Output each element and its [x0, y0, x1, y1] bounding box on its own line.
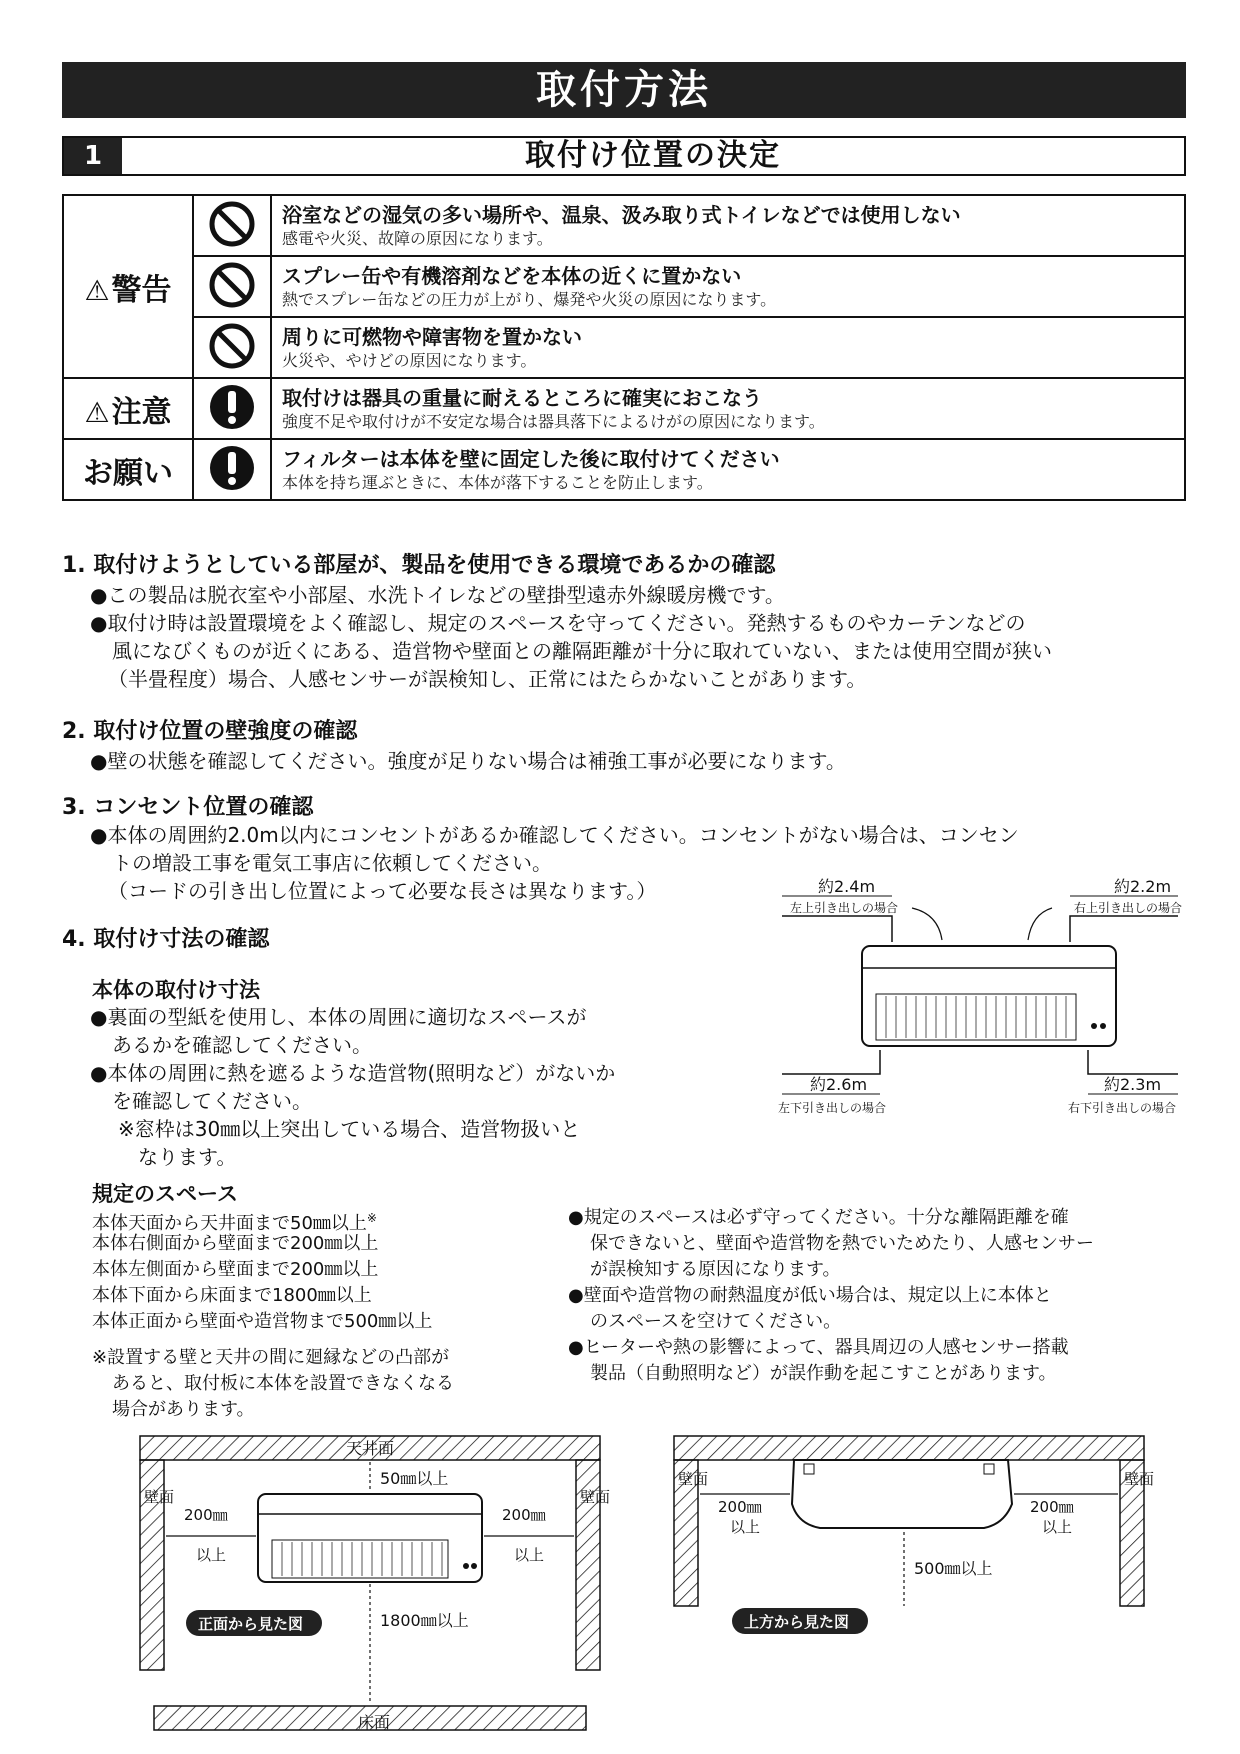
space-line-4: 本体下面から床面まで1800㎜以上	[92, 1285, 372, 1306]
section-title: 取付け位置の決定	[525, 138, 781, 173]
ceiling-label: 天井面	[346, 1439, 395, 1458]
safety-row	[63, 439, 1185, 500]
step-4-bullet-2-line-1: ●本体の周囲に熱を遮るような造営物(照明など）がないか	[90, 1061, 616, 1085]
cord-bottom-left-label: 左下引き出しの場合	[778, 1101, 887, 1115]
warning-triangle-icon: ⚠	[84, 273, 110, 307]
step-4-heading: 4. 取付け寸法の確認	[62, 927, 270, 952]
step-1-heading: 1. 取付けようとしている部屋が、製品を使用できる環境であるかの確認	[62, 553, 776, 578]
safety-row	[63, 195, 1185, 256]
step-4-bullet-1-line-2: あるかを確認してください。	[112, 1033, 372, 1057]
request-label: お願い	[63, 439, 193, 500]
left-gap-label-1: 200㎜	[184, 1506, 228, 1524]
safety-sub-text: 火災や、やけどの原因になります。	[282, 350, 537, 370]
cord-top-right-label: 右上引き出しの場合	[1074, 901, 1183, 915]
space-right-bullet-2-line-1: ●壁面や造営物の耐熱温度が低い場合は、規定以上に本体と	[568, 1285, 1052, 1306]
step-2-bullet-1: ●壁の状態を確認してください。強度が足りない場合は補強工事が必要になります。	[90, 749, 846, 773]
step-4-subheading: 本体の取付け寸法	[92, 978, 260, 1002]
right-gap-label-1: 200㎜	[1030, 1498, 1074, 1516]
safety-sub-text: 感電や火災、故障の原因になります。	[282, 228, 553, 248]
step-3-bullet-line-3: （コードの引き出し位置によって必要な長さは異なります。）	[108, 879, 657, 903]
safety-row	[63, 378, 1185, 439]
warning-label: ⚠警告	[63, 195, 193, 378]
bottom-gap-label: 1800㎜以上	[380, 1611, 469, 1630]
mandatory-icon	[193, 378, 271, 439]
safety-sub-text: 本体を持ち運ぶときに、本体が落下することを防止します。	[282, 472, 713, 492]
warning-triangle-icon: ⚠	[84, 395, 110, 429]
step-2-heading: 2. 取付け位置の壁強度の確認	[62, 719, 358, 744]
space-right-bullet-1-line-2: 保できないと、壁面や造営物を熱でいためたり、人感センサー	[590, 1233, 1094, 1254]
space-line-1: 本体天面から天井面まで50㎜以上※	[92, 1211, 377, 1234]
space-right-bullet-1-line-1: ●規定のスペースは必ず守ってください。十分な離隔距離を確	[568, 1207, 1069, 1228]
cord-bottom-right-label: 右下引き出しの場合	[1068, 1101, 1177, 1115]
space-right-bullet-2-line-2: のスペースを空けてください。	[590, 1311, 842, 1332]
space-line-5: 本体正面から壁面や造営物まで500㎜以上	[92, 1311, 433, 1332]
mandatory-icon	[193, 439, 271, 500]
front-gap-label: 500㎜以上	[914, 1559, 993, 1578]
left-gap-label-2: 以上	[730, 1518, 761, 1536]
top-view-caption: 上方から見た図	[744, 1613, 850, 1631]
top-view-diagram	[674, 1436, 1155, 1646]
wall-left-label: 壁面	[144, 1488, 175, 1506]
safety-table	[62, 194, 1186, 501]
front-view-caption: 正面から見た図	[198, 1615, 304, 1633]
right-gap-label-1: 200㎜	[502, 1506, 546, 1524]
right-gap-label-2: 以上	[1042, 1518, 1073, 1536]
space-right-bullet-3-line-1: ●ヒーターや熱の影響によって、器具周辺の人感センサー搭載	[568, 1337, 1069, 1358]
space-note-line-3: 場合があります。	[112, 1399, 255, 1420]
prohibited-icon	[193, 256, 271, 317]
step-1-bullet-2-line-3: （半畳程度）場合、人感センサーが誤検知し、正常にはたらかないことがあります。	[108, 667, 867, 691]
step-4-note-line-1: ※窓枠は30㎜以上突出している場合、造営物扱いと	[118, 1117, 581, 1141]
safety-sub-text: 強度不足や取付けが不安定な場合は器具落下によるけがの原因になります。	[282, 411, 825, 431]
step-4-bullet-2-line-2: を確認してください。	[112, 1089, 312, 1113]
space-right-bullet-1-line-3: が誤検知する原因になります。	[590, 1259, 841, 1280]
space-right-bullet-3-line-2: 製品（自動照明など）が誤作動を起こすことがあります。	[590, 1363, 1057, 1384]
floor-label: 床面	[358, 1713, 391, 1732]
safety-main-text: フィルターは本体を壁に固定した後に取付けてください	[282, 446, 780, 471]
step-1-bullet-1: ●この製品は脱衣室や小部屋、水洗トイレなどの壁掛型遠赤外線暖房機です。	[90, 583, 785, 607]
step-4-note-line-2: なります。	[138, 1145, 237, 1169]
front-view-diagram	[140, 1436, 611, 1736]
cord-top-right-length: 約2.2m	[1114, 877, 1172, 896]
prohibited-icon	[193, 317, 271, 378]
step-3-heading: 3. コンセント位置の確認	[62, 795, 314, 820]
section-header	[62, 136, 1186, 176]
cord-bottom-right-length: 約2.3m	[1104, 1075, 1162, 1094]
page-title: 取付方法	[62, 62, 1186, 118]
space-line-3: 本体左側面から壁面まで200㎜以上	[92, 1259, 379, 1280]
safety-sub-text: 熱でスプレー缶などの圧力が上がり、爆発や火災の原因になります。	[282, 289, 777, 309]
left-gap-label-2: 以上	[196, 1546, 227, 1564]
space-line-2: 本体右側面から壁面まで200㎜以上	[92, 1233, 379, 1254]
cord-top-left-length: 約2.4m	[818, 877, 876, 896]
left-gap-label-1: 200㎜	[718, 1498, 762, 1516]
cord-length-diagram	[770, 868, 1190, 1122]
top-gap-label: 50㎜以上	[380, 1469, 449, 1488]
safety-main-text: 浴室などの湿気の多い場所や、温泉、汲み取り式トイレなどでは使用しない	[282, 202, 961, 227]
step-4-bullet-1-line-1: ●裏面の型紙を使用し、本体の周囲に適切なスペースが	[90, 1005, 587, 1029]
prohibited-icon	[193, 195, 271, 256]
step-1-bullet-2-line-2: 風になびくものが近くにある、造営物や壁面との離隔距離が十分に取れていない、または使用空間が狭い	[112, 639, 1052, 663]
cord-top-left-label: 左上引き出しの場合	[790, 901, 899, 915]
wall-left-label: 壁面	[678, 1470, 709, 1488]
space-note-line-2: あると、取付板に本体を設置できなくなる	[112, 1373, 454, 1394]
cord-bottom-left-length: 約2.6m	[810, 1075, 868, 1094]
step-3-bullet-line-2: トの増設工事を電気工事店に依頼してください。	[112, 851, 552, 875]
section-number: 1	[64, 138, 122, 174]
safety-row	[63, 317, 1185, 378]
wall-right-label: 壁面	[580, 1488, 611, 1506]
space-heading: 規定のスペース	[92, 1182, 238, 1206]
step-3-bullet-line-1: ●本体の周囲約2.0m以内にコンセントがあるか確認してください。コンセントがない場合は、コンセン	[90, 823, 1019, 847]
safety-row	[63, 256, 1185, 317]
safety-main-text: 周りに可燃物や障害物を置かない	[282, 324, 582, 349]
right-gap-label-2: 以上	[514, 1546, 545, 1564]
wall-right-label: 壁面	[1124, 1470, 1155, 1488]
safety-main-text: 取付けは器具の重量に耐えるところに確実におこなう	[282, 385, 762, 410]
step-1-bullet-2-line-1: ●取付け時は設置環境をよく確認し、規定のスペースを守ってください。発熱するものやカーテンなどの	[90, 611, 1026, 635]
safety-main-text: スプレー缶や有機溶剤などを本体の近くに置かない	[282, 263, 742, 288]
space-note-line-1: ※設置する壁と天井の間に廻縁などの凸部が	[92, 1347, 450, 1368]
caution-label: ⚠注意	[63, 378, 193, 439]
